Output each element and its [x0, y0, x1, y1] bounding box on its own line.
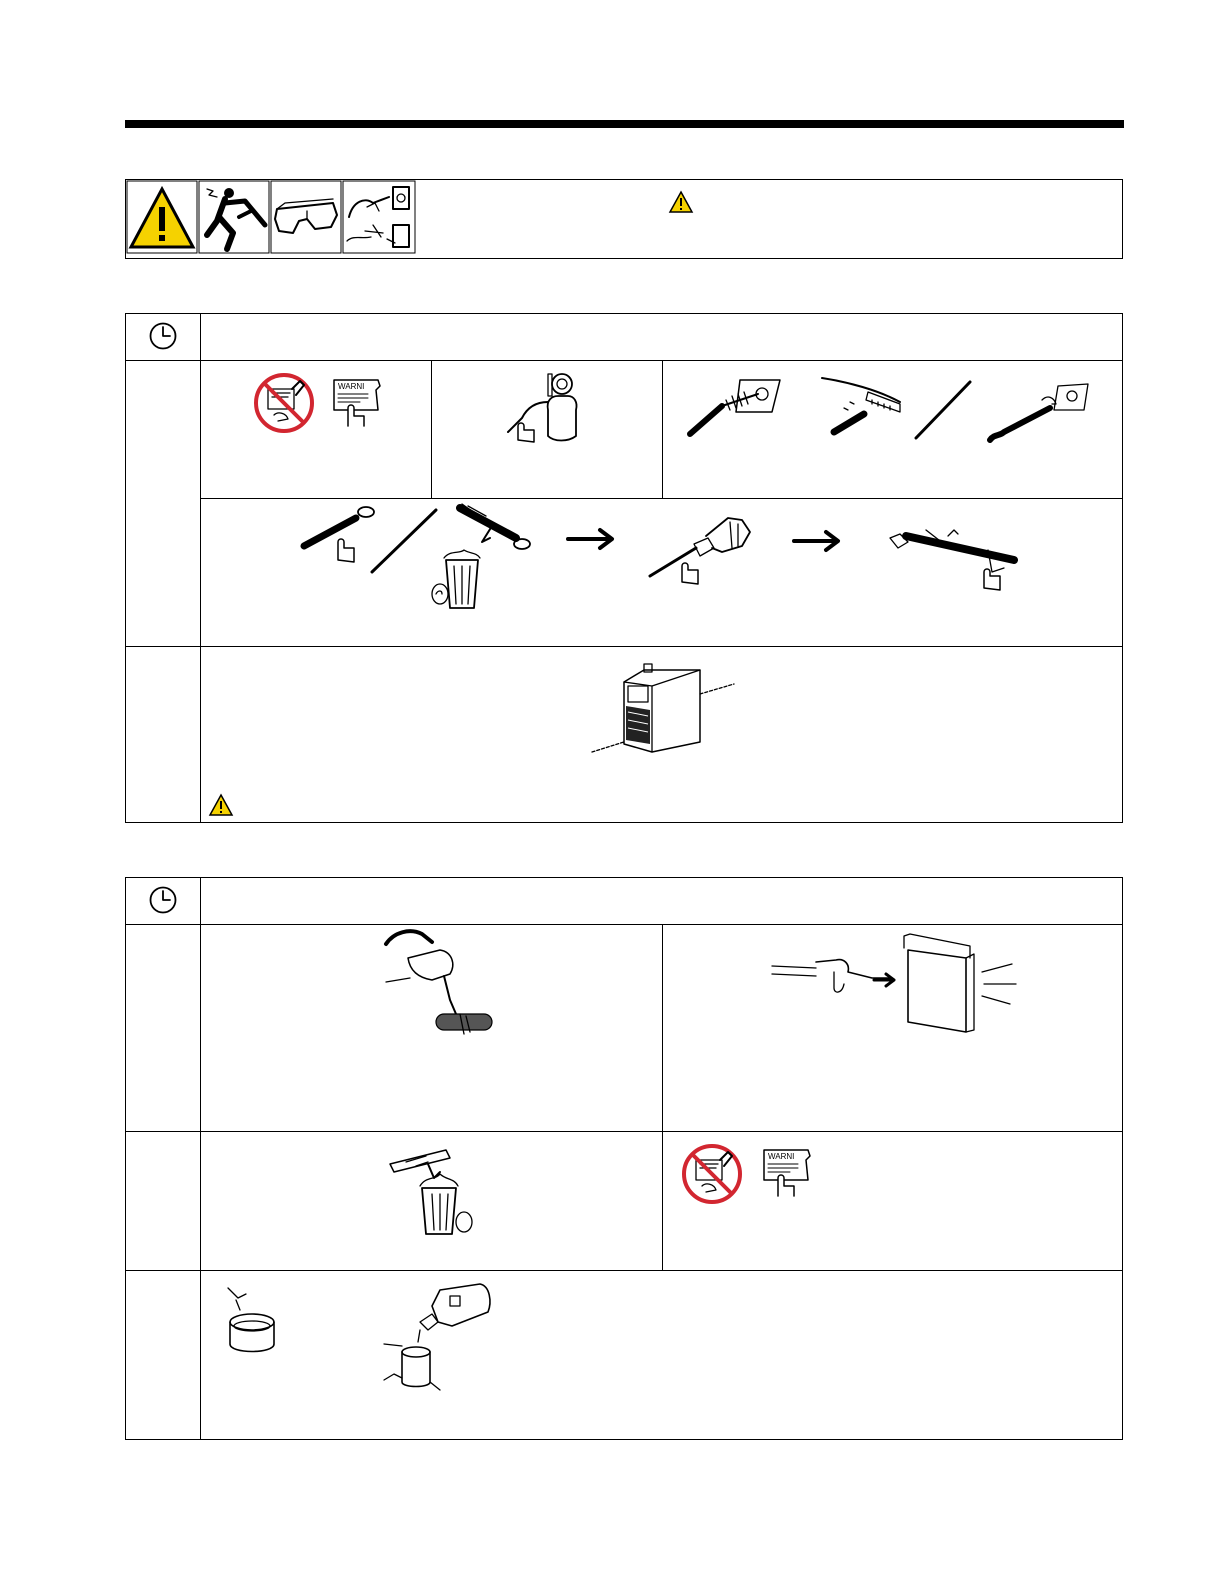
no-hands-icon	[252, 371, 316, 435]
arrow-right-icon	[566, 526, 618, 552]
brush-cleaning-illustration	[680, 376, 790, 444]
or-divider-slash	[912, 378, 976, 442]
table-1-row-divider	[200, 498, 1123, 499]
pouring-into-container-illustration	[222, 1282, 282, 1358]
contact-tip-removal-illustration	[984, 380, 1094, 450]
table-1-interval-column-divider	[200, 313, 201, 823]
compressed-air-sprayer-illustration	[498, 370, 598, 446]
trash-can-icon	[430, 548, 490, 610]
cable-cleaning-illustration	[380, 928, 500, 1038]
table-2-cell-divider	[662, 924, 663, 1270]
electric-shock-icon	[199, 181, 269, 253]
warning-triangle-icon	[208, 793, 234, 817]
table-2-header-divider	[125, 924, 1123, 925]
warning-label-icon	[330, 376, 384, 430]
filter-discard-illustration	[386, 1140, 486, 1236]
warning-label-text: WARNI	[338, 382, 365, 391]
table-1-cell-divider	[431, 360, 432, 498]
warning-label-icon	[760, 1146, 814, 1200]
arrow-right-icon	[792, 528, 844, 554]
clock-icon	[148, 885, 178, 915]
warning-label-text: WARNI	[768, 1152, 795, 1161]
table-1-row-divider	[125, 646, 1123, 647]
disconnect-power-icon	[343, 181, 415, 253]
table-2-interval-column-divider	[200, 877, 201, 1440]
gun-reassembly-illustration	[884, 510, 1024, 592]
top-rule	[125, 120, 1124, 128]
clock-icon	[148, 321, 178, 351]
table-1-header-divider	[125, 360, 1123, 361]
warning-triangle-icon	[668, 190, 694, 214]
welding-power-source-illustration	[588, 664, 738, 760]
liner-installation-illustration	[646, 508, 756, 588]
safety-glasses-icon	[271, 181, 341, 253]
liner-discard-illustration	[456, 502, 540, 554]
wire-brush-illustration	[818, 374, 910, 442]
warning-triangle-icon	[127, 181, 197, 253]
table-2-row-divider	[125, 1270, 1123, 1271]
table-2-row-divider	[125, 1131, 1123, 1132]
compressed-air-blowing-illustration	[770, 932, 1020, 1034]
coolant-jug-pouring-illustration	[380, 1282, 496, 1394]
table-1-cell-divider	[662, 360, 663, 498]
no-hands-icon	[680, 1142, 744, 1206]
